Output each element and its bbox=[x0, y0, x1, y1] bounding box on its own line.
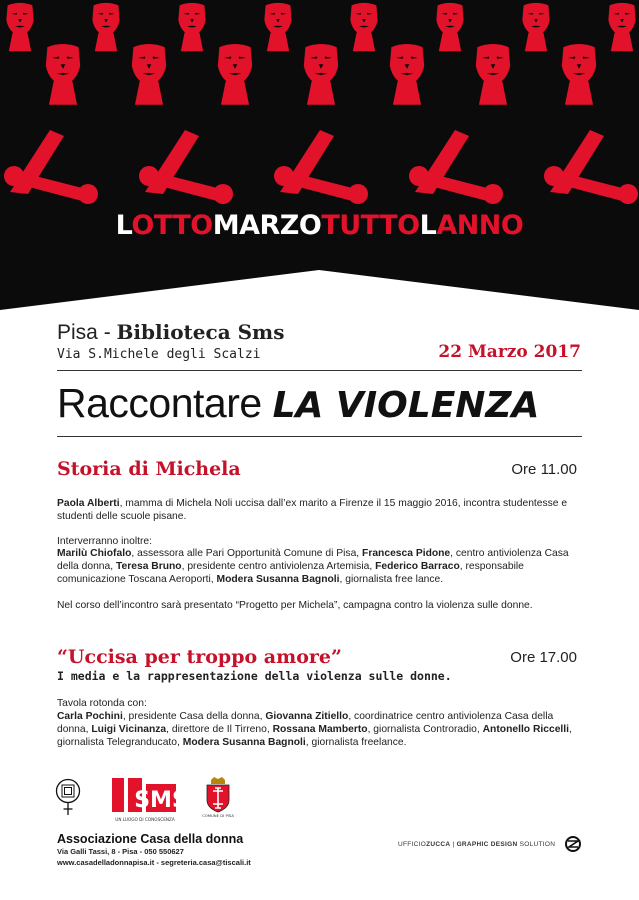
venue: Biblioteca Sms bbox=[116, 320, 285, 344]
person-name: Federico Barraco bbox=[375, 561, 460, 572]
event1-title: Storia di Michela bbox=[57, 458, 241, 480]
credit-pre: UFFICIO bbox=[398, 841, 427, 848]
slogan-part: TUTTO bbox=[321, 210, 420, 241]
person-name: Rossana Mamberto bbox=[272, 724, 368, 735]
person-role: , presidente centro antiviolenza Artemisia, bbox=[181, 561, 376, 572]
person-role: , assessora alle Pari Opportunità Comune di Pisa, bbox=[131, 548, 363, 559]
association-name: Associazione Casa della donna bbox=[57, 832, 244, 846]
event1-speakers bbox=[57, 547, 587, 586]
slogan-part: OTTO bbox=[131, 210, 213, 241]
person-role: , direttore de Il Tirreno, bbox=[166, 724, 273, 735]
slogan bbox=[0, 210, 639, 241]
person-role: , mamma di Michela Noli uccisa dall’ex marito a Firenze il 15 maggio 2016, incontra studentesse e studenti delle scuole pisane. bbox=[57, 498, 568, 522]
divider bbox=[57, 436, 582, 437]
person-name: Marilù Chiofalo bbox=[57, 548, 132, 559]
slogan-part: L bbox=[115, 210, 132, 241]
credit-bold: GRAPHIC DESIGN bbox=[456, 841, 518, 848]
event2-panel-label: Tavola rotonda con: bbox=[57, 698, 147, 709]
person-role: , giornalista Telegranducato, bbox=[57, 724, 572, 748]
event2-time: Ore 17.00 bbox=[510, 649, 577, 666]
credit-brand: ZUCCA bbox=[426, 841, 451, 848]
event1-intro bbox=[57, 497, 587, 523]
event1-time: Ore 11.00 bbox=[511, 461, 577, 478]
event1-speakers-label: Interverranno inoltre: bbox=[57, 536, 153, 547]
person-role: , responsabile comunicazione Toscana Aeroporti, bbox=[57, 561, 524, 585]
person-name: Giovanna Zitiello bbox=[265, 711, 349, 722]
header-illustration bbox=[0, 0, 639, 310]
design-credit bbox=[398, 841, 555, 848]
comune-text: COMUNE DI PISA bbox=[202, 813, 234, 818]
main-title bbox=[57, 380, 539, 427]
person-name: Modera Susanna Bagnoli bbox=[182, 737, 306, 748]
title-light: Raccontare bbox=[57, 380, 273, 426]
city: Pisa bbox=[57, 321, 98, 344]
sms-tagline: UN LUOGO DI CONOSCENZA bbox=[115, 817, 175, 822]
address: Via S.Michele degli Scalzi bbox=[57, 347, 261, 362]
slogan-part: ANNO bbox=[436, 210, 524, 241]
zucca-logo-icon bbox=[565, 836, 581, 857]
sms-logo bbox=[112, 778, 188, 829]
person-name: Luigi Vicinanza bbox=[91, 724, 167, 735]
person-name: Francesca Pidone bbox=[362, 548, 451, 559]
comune-pisa-logo bbox=[203, 776, 233, 827]
sms-logo-text: SMS bbox=[134, 788, 188, 813]
person-name: Modera Susanna Bagnoli bbox=[216, 574, 340, 585]
credit-post: SOLUTION bbox=[517, 841, 556, 848]
location-line bbox=[57, 320, 284, 345]
person-name: Paola Alberti bbox=[57, 498, 120, 509]
casa-della-donna-logo bbox=[55, 778, 81, 823]
event2-subtitle: I media e la rappresentazione della violenza sulle donne. bbox=[57, 669, 452, 683]
title-bold: LA VIOLENZA bbox=[272, 385, 540, 426]
person-role: , giornalista Controradio, bbox=[367, 724, 483, 735]
separator: - bbox=[97, 321, 117, 344]
person-role: , centro antiviolenza Casa della donna, bbox=[57, 548, 569, 572]
person-name: Antonello Riccelli bbox=[482, 724, 570, 735]
event-date: 22 Marzo 2017 bbox=[438, 342, 581, 362]
credit-sep: | bbox=[450, 841, 457, 848]
person-role: , giornalista freelance. bbox=[305, 737, 407, 748]
slogan-part: MARZO bbox=[212, 210, 322, 241]
person-role: , giornalista free lance. bbox=[339, 574, 444, 585]
poster-header bbox=[0, 0, 639, 310]
person-name: Teresa Bruno bbox=[115, 561, 182, 572]
event1-closing: Nel corso dell’incontro sarà presentato “Progetto per Michela”, campagna contro la violenza sulle donne. bbox=[57, 600, 533, 611]
event2-title: “Uccisa per troppo amore” bbox=[57, 646, 342, 668]
association-address: Via Galli Tassi, 8 - Pisa - 050 550627 bbox=[57, 847, 184, 856]
person-role: , coordinatrice centro antiviolenza Casa della donna, bbox=[57, 711, 554, 735]
person-role: , presidente Casa della donna, bbox=[122, 711, 266, 722]
person-name: Carla Pochini bbox=[57, 711, 123, 722]
divider bbox=[57, 370, 582, 371]
association-web[interactable]: www.casadelladonnapisa.it - segreteria.casa@tiscali.it bbox=[57, 858, 251, 867]
event2-panel bbox=[57, 710, 587, 749]
slogan-part: L bbox=[419, 210, 437, 241]
